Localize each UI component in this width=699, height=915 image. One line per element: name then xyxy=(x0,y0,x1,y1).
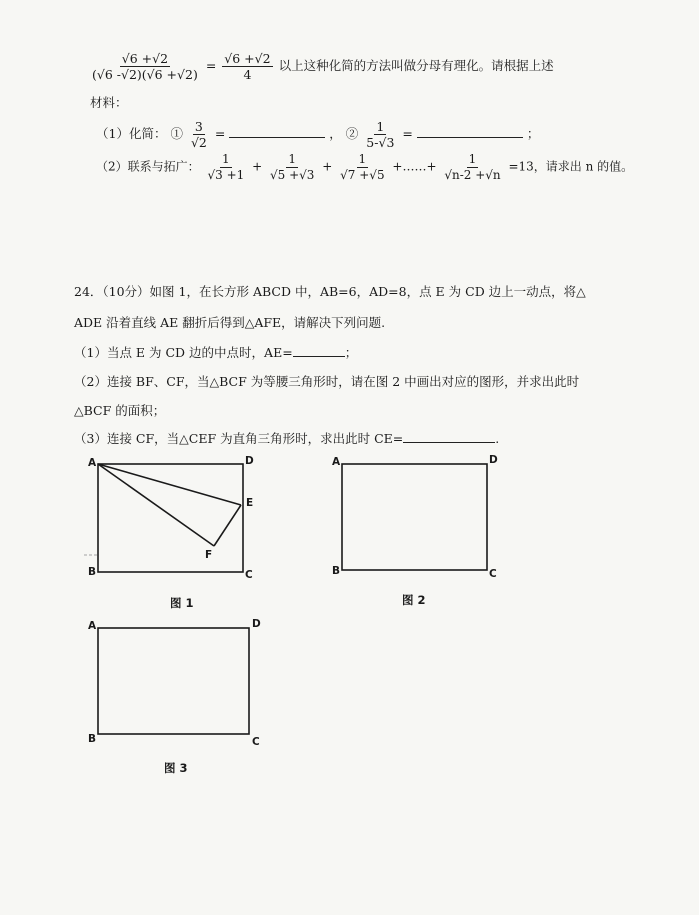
fig1-label-b: B xyxy=(88,566,97,578)
fig1-segment-fe xyxy=(214,505,241,546)
material-label: 材料： xyxy=(90,95,128,110)
intro-result-denominator: 4 xyxy=(243,67,252,83)
intro-text: 以上这种化简的方法叫做分母有理化。请根据上述 xyxy=(278,58,554,74)
intro-frac-numerator: √6 +√2 xyxy=(121,51,169,66)
q2-t2-numerator: 1 xyxy=(288,152,297,166)
fig2-rectangle xyxy=(342,464,487,570)
q1-equals-1: = xyxy=(214,126,226,142)
p24-subquestion-2: （2）连接 BF、CF，当△BCF 为等腰三角形时，请在图 2 中画出对应的图形，并求出此时 xyxy=(74,374,580,389)
q2-plus-2: + xyxy=(322,159,333,174)
fig1-label-d: D xyxy=(245,455,254,467)
q1-circle-1: ① xyxy=(170,126,183,142)
p24-line-1: 24．（10分）如图 1，在长方形 ABCD 中，AB=6，AD=8，点 E 为 CD 边上一动点，将△ xyxy=(74,284,586,299)
q2-t3-denominator: √7 +√5 xyxy=(340,167,385,182)
fig2-label-d: D xyxy=(489,454,498,466)
q2-t3-numerator: 1 xyxy=(358,152,367,166)
p24-subquestion-2-cont: △BCF 的面积； xyxy=(74,403,166,418)
q1-f2-denominator: 5-√3 xyxy=(366,135,395,151)
q2-tail: =13，请求出 n 的值。 xyxy=(508,159,634,174)
fig3-rectangle xyxy=(98,628,249,734)
q1-end: ； xyxy=(526,126,540,142)
s1-end: ； xyxy=(344,345,358,360)
fig3-caption: 图 3 xyxy=(164,761,188,775)
fig2-label-b: B xyxy=(332,565,341,577)
q2-t1-numerator: 1 xyxy=(222,152,230,166)
fig1-segment-af xyxy=(98,464,214,546)
q2-label: （2）联系与拓广： xyxy=(96,159,200,174)
q1-f1-numerator: 3 xyxy=(194,119,203,134)
fig1-label-c: C xyxy=(245,569,253,581)
figure-1-geometry xyxy=(98,464,243,572)
q1-f1-denominator: √2 xyxy=(190,135,207,151)
fig3-label-c: C xyxy=(252,736,260,748)
fig2-caption: 图 2 xyxy=(402,593,426,607)
fig1-segment-ae xyxy=(98,464,241,505)
fig1-label-a: A xyxy=(88,457,97,469)
intro-frac-denominator: (√6 -√2)(√6 +√2) xyxy=(92,67,198,83)
q1-label: （1）化简： xyxy=(96,126,167,142)
s3-end: . xyxy=(495,431,500,446)
fig1-label-e: E xyxy=(246,497,254,509)
fig2-label-c: C xyxy=(489,568,497,580)
fig1-caption: 图 1 xyxy=(170,596,194,610)
fig2-label-a: A xyxy=(332,456,341,468)
q2-t1-denominator: √3 +1 xyxy=(207,167,245,182)
q2-plus-1: + xyxy=(252,159,263,174)
q2-ellipsis: +……+ xyxy=(392,159,437,174)
p24-line-2: ADE 沿着直线 AE 翻折后得到△AFE，请解决下列问题. xyxy=(74,315,386,330)
q2-t2-denominator: √5 +√3 xyxy=(269,167,315,182)
q1-separator: ， xyxy=(329,126,342,142)
fig3-label-b: B xyxy=(88,733,97,745)
intro-result-numerator: √6 +√2 xyxy=(224,51,271,66)
fig1-label-f: F xyxy=(205,549,213,561)
fig3-label-a: A xyxy=(88,620,97,632)
q1-f2-numerator: 1 xyxy=(376,119,385,134)
intro-equals: = xyxy=(205,58,217,74)
q2-t4-denominator: √n-2 +√n xyxy=(444,167,501,182)
q2-t4-numerator: 1 xyxy=(468,152,477,166)
s1-text: （1）当点 E 为 CD 边的中点时，AE= xyxy=(74,345,293,360)
q1-equals-2: = xyxy=(402,126,413,142)
q1-circle-2: ② xyxy=(345,126,359,142)
fig3-label-d: D xyxy=(252,618,261,630)
s3-text: （3）连接 CF，当△CEF 为直角三角形时，求出此时 CE= xyxy=(74,431,404,446)
